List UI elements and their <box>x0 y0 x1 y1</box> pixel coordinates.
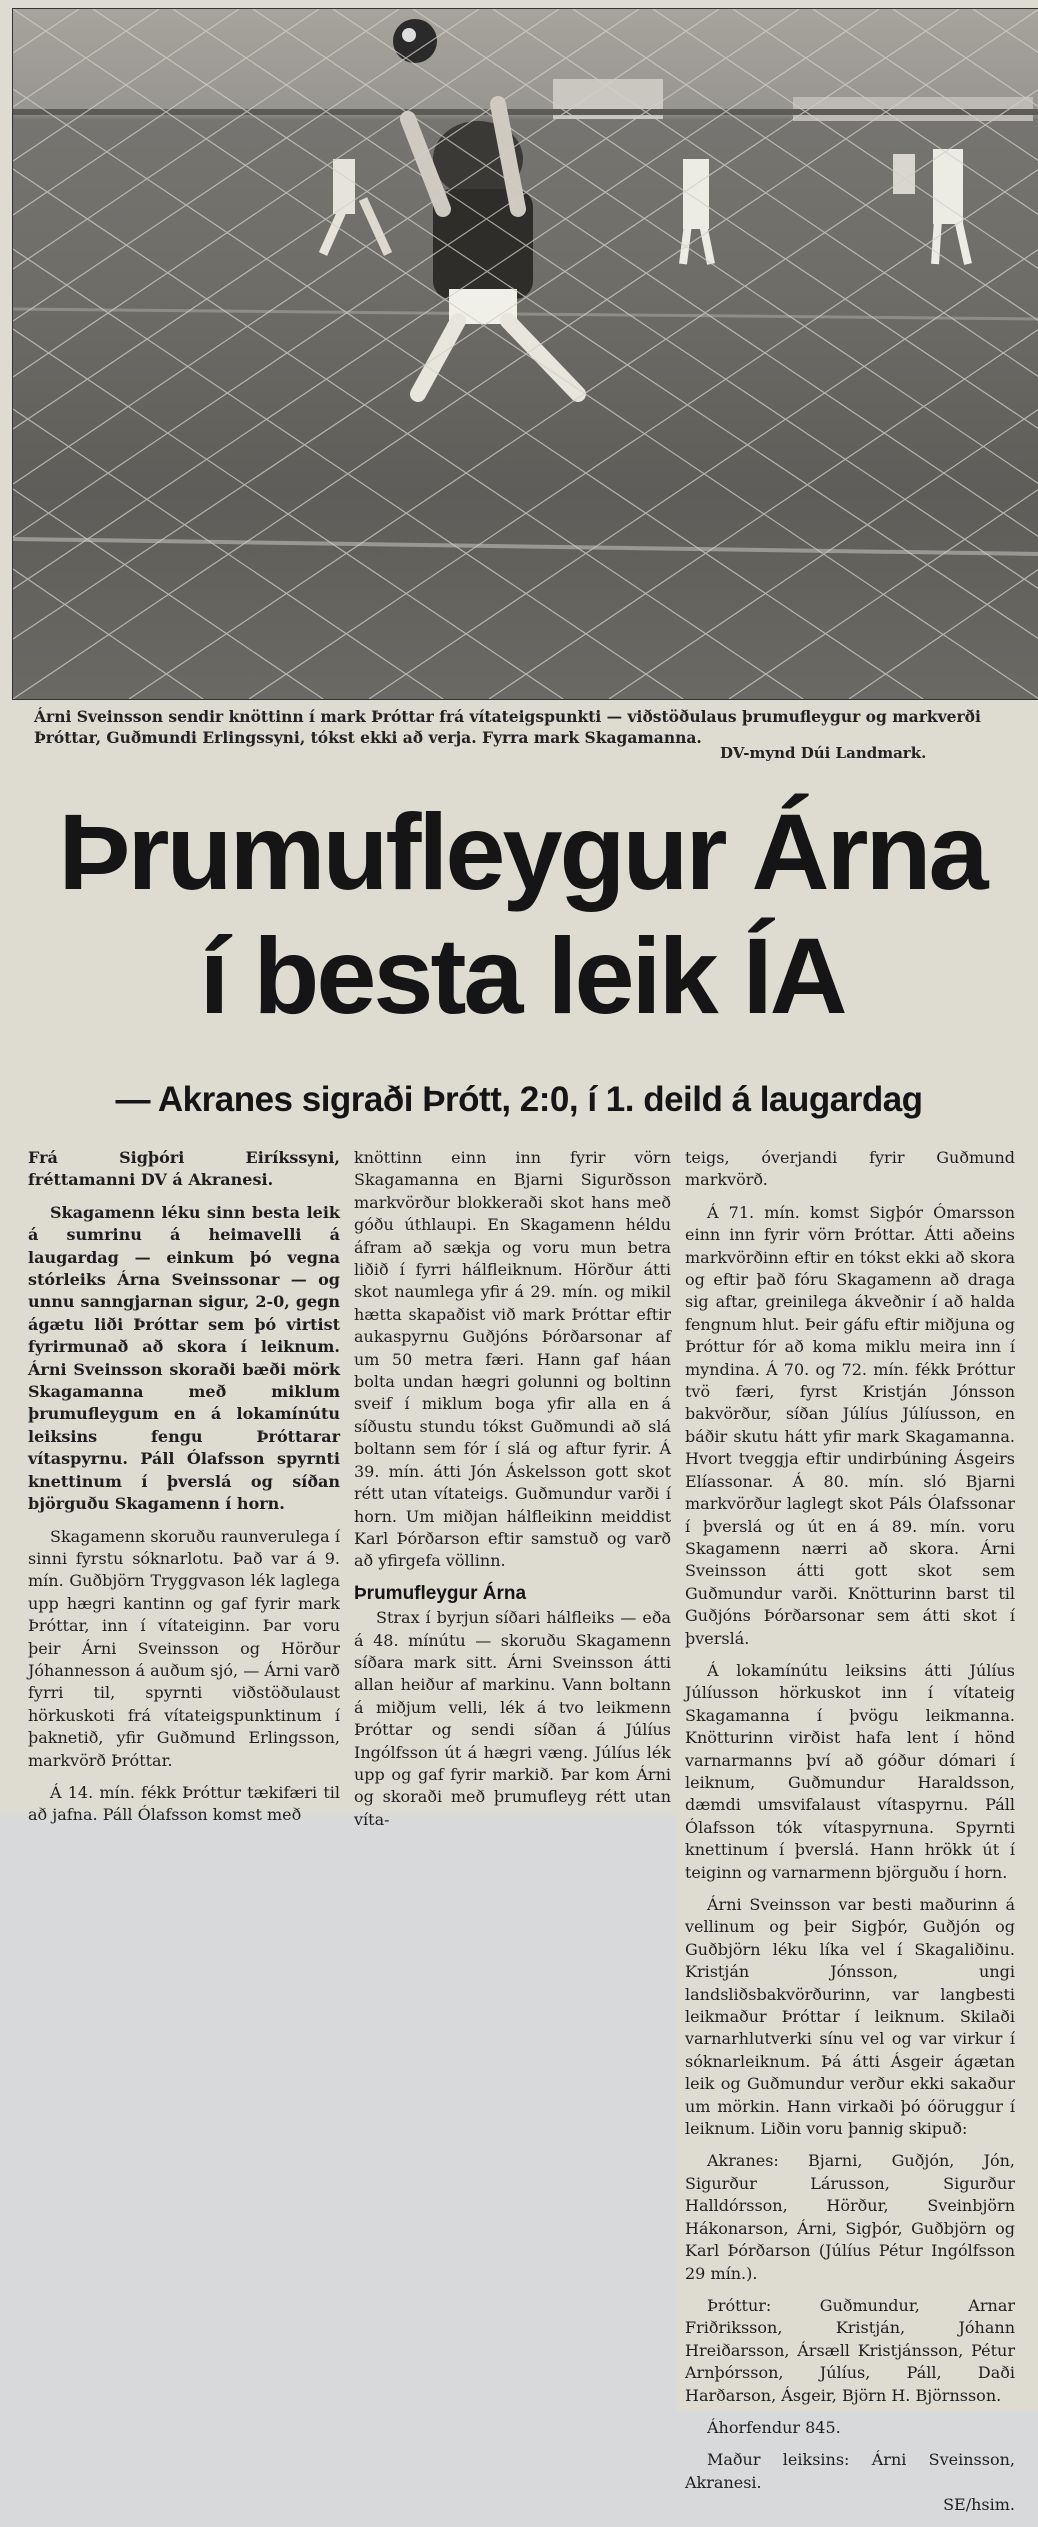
paragraph: knöttinn einn inn fyrir vörn Skagamanna en Bjarni Sigurðsson markvörður blokkeraði skot hans með góðu úthlaupi. En Skagamenn héldu áfram að sækja og voru mun betra liðið í fyrri hálfleiknum. Hörður átti skot naumlega yfir á 29. mín. og mikil hætta skapaðist við mark Þróttar eftir aukaspyrnu Guðjóns Þórðarsonar af um 50 metra færi. Hann gaf háan bolta undan hægri golunni og boltinn sveif í miklum boga yfir alla en á síðustu stundu tókst Guðmundi að slá boltann sem fór í slá og aftur fyrir. Á 39. mín. átti Jón Áskelsson gott skot rétt utan vítateigs. Guðmundur varði í horn. Um miðjan hálfleikinn meiddist Karl Þórðarson eftir samstuð og varð að yfirgefa völlinn. <box>354 1148 671 1571</box>
article-column-3 <box>685 1147 1015 2527</box>
photo-caption: Árni Sveinsson sendir knöttinn í mark Þróttar frá vítateigspunkti — viðstöðulaus þrumufleygur og markverði Þróttar, Guðmundi Erlingssyni, tókst ekki að verja. Fyrra mark Skagamanna. <box>34 707 981 747</box>
paragraph: teigs, óverjandi fyrir Guðmund markvörð. <box>685 1148 1015 1190</box>
goalkeeper-image <box>13 9 1038 699</box>
paragraph: Á 71. mín. komst Sigþór Ómarsson einn inn fyrir vörn Þróttar. Átti aðeins markvörðinn eftir en tókst ekki að skora og eftir það fóru Skagamenn að draga sig aftar, greinilega ákveðnir í að halda fengnum hlut. Þeir gáfu eftir miðjuna og Þróttur fór að koma miklu meira inn í myndina. Á 70. og 72. mín. fékk Þróttur tvö færi, fyrst Kristján Jónsson bakvörður, síðan Júlíus Júlíusson, en báðir skutu hátt yfir mark Skagamanna. Hvort tveggja eftir undirbúning Ásgeirs Elíassonar. Á 80. mín. sló Bjarni markvörður laglegt skot Páls Ólafssonar í þverslá og út en á 89. mín. voru Skagamenn nærri að skora. Árni Sveinsson átti gott skot sem Guðmundur varði. Knötturinn barst til Guðjóns Þórðarsonar sem átti skot í þverslá. <box>685 1202 1015 1648</box>
author-signature: SE/hsim. <box>943 2495 1015 2515</box>
paragraph: Skagamenn skoruðu raunverulega í sinni fyrstu sóknarlotu. Það var á 9. mín. Guðbjörn Tryggvason lék laglega upp hægri kantinn og gaf fyrir mark Þróttar, inn í vítateiginn. Þar voru þeir Árni Sveinsson og Hörður Jóhannesson á auðum sjó, — Árni varð fyrri til, spyrnti viðstöðulaust hörkuskoti frá vítateigspunktinum í þaknetið, yfir Guðmund Erlingsson, markvörð Þróttar. <box>28 1526 340 1770</box>
match-photo <box>12 8 1038 700</box>
article-column-2 <box>354 1147 671 1841</box>
headline-line-2: í besta leik ÍA <box>199 915 845 1036</box>
subheadline: — Akranes sigraði Þrótt, 2:0, í 1. deild á laugardag <box>115 1080 923 1119</box>
article-column-1 <box>28 1147 340 1837</box>
paragraph: Á lokamínútu leiksins átti Júlíus Júlíusson hörkuskot inn í vítateig Skagamanna í þvögu leikmanna. Knötturinn virðist hafa lent í hönd varnarmanns því að góður dómari í leiknum, Guðmundur Haraldsson, dæmdi umsvifalaust vítaspyrnu. Páll Ólafsson tók vítaspyrnuna. Spyrnti knettinum í þverslá. Hann hrökk út í teiginn og varnarmenn björguðu í horn. <box>685 1660 1015 1882</box>
headline <box>22 790 1022 1038</box>
lineup-akranes: Akranes: Bjarni, Guðjón, Jón, Sigurður Lárusson, Sigurður Halldórsson, Hörður, Sveinbjörn Hákonarson, Árni, Sigþór, Guðbjörn og Karl Þórðarson (Júlíus Pétur Ingólfsson 29 mín.). <box>685 2151 1015 2283</box>
headline-line-1: Þrumufleygur Árna <box>58 791 986 912</box>
photo-credit: DV-mynd Dúi Landmark. <box>720 744 927 762</box>
attendance: Áhorfendur 845. <box>707 2417 841 2437</box>
article-intro: Skagamenn léku sinn besta leik á sumrinu á heimavelli á laugardag — einkum þó vegna stórleiks Árna Sveinssonar — og unnu sanngjarnan sigur, 2-0, gegn ágætu liði Þróttar sem þó virtist fyrirmunað að skora í leiknum. Árni Sveinsson skoraði bæði mörk Skagamanna með miklum þrumufleygum en á lokamínútu leiksins fengu Þróttarar vítaspyrnu. Páll Ólafsson spyrnti knettinum í þverslá og síðan björguðu Skagamenn í horn. <box>28 1202 340 1514</box>
lineup-throttur: Þróttur: Guðmundur, Arnar Friðriksson, Kristján, Jóhann Hreiðarsson, Ársæll Kristjánsson, Pétur Arnþórsson, Júlíus, Páll, Daði Harðarson, Ásgeir, Björn H. Björnsson. <box>685 2295 1015 2405</box>
paragraph: Strax í byrjun síðari hálfleiks — eða á 48. mínútu — skoruðu Skagamenn síðara mark sitt. Árni Sveinsson átti allan heiður af markinu. Vann boltann á miðjum velli, lék á tvo leikmenn Þróttar og sendi síðan á Júlíus Ingólfsson út á hægri væng. Júlíus lék upp og gaf fyrir markið. Þar kom Árni og skoraði með þrumufleyg rétt utan víta- <box>354 1608 671 1829</box>
man-of-the-match: Maður leiksins: Árni Sveinsson, Akranesi. <box>685 2450 1015 2492</box>
paragraph: Árni Sveinsson var besti maðurinn á vellinum og þeir Sigþór, Guðjón og Guðbjörn léku líka vel í Skagaliðinu. Kristján Jónsson, ungi landsliðsbakvörðurinn, var langbesti leikmaður Þróttar í leiknum. Skilaði varnarhlutverki sínu vel og var virkur í sóknarleiknum. Þá átti Ásgeir ágætan leik og Guðmundur verður ekki sakaður um mörkin. Hann virkaði þó óöruggur í leiknum. Liðin voru þannig skipuð: <box>685 1895 1015 2139</box>
paragraph: Á 14. mín. fékk Þróttur tækifæri til að jafna. Páll Ólafsson komst með <box>28 1782 340 1825</box>
section-heading: Þrumufleygur Árna <box>354 1582 527 1604</box>
byline: Frá Sigþóri Eiríkssyni, fréttamanni DV á Akranesi. <box>28 1148 340 1190</box>
